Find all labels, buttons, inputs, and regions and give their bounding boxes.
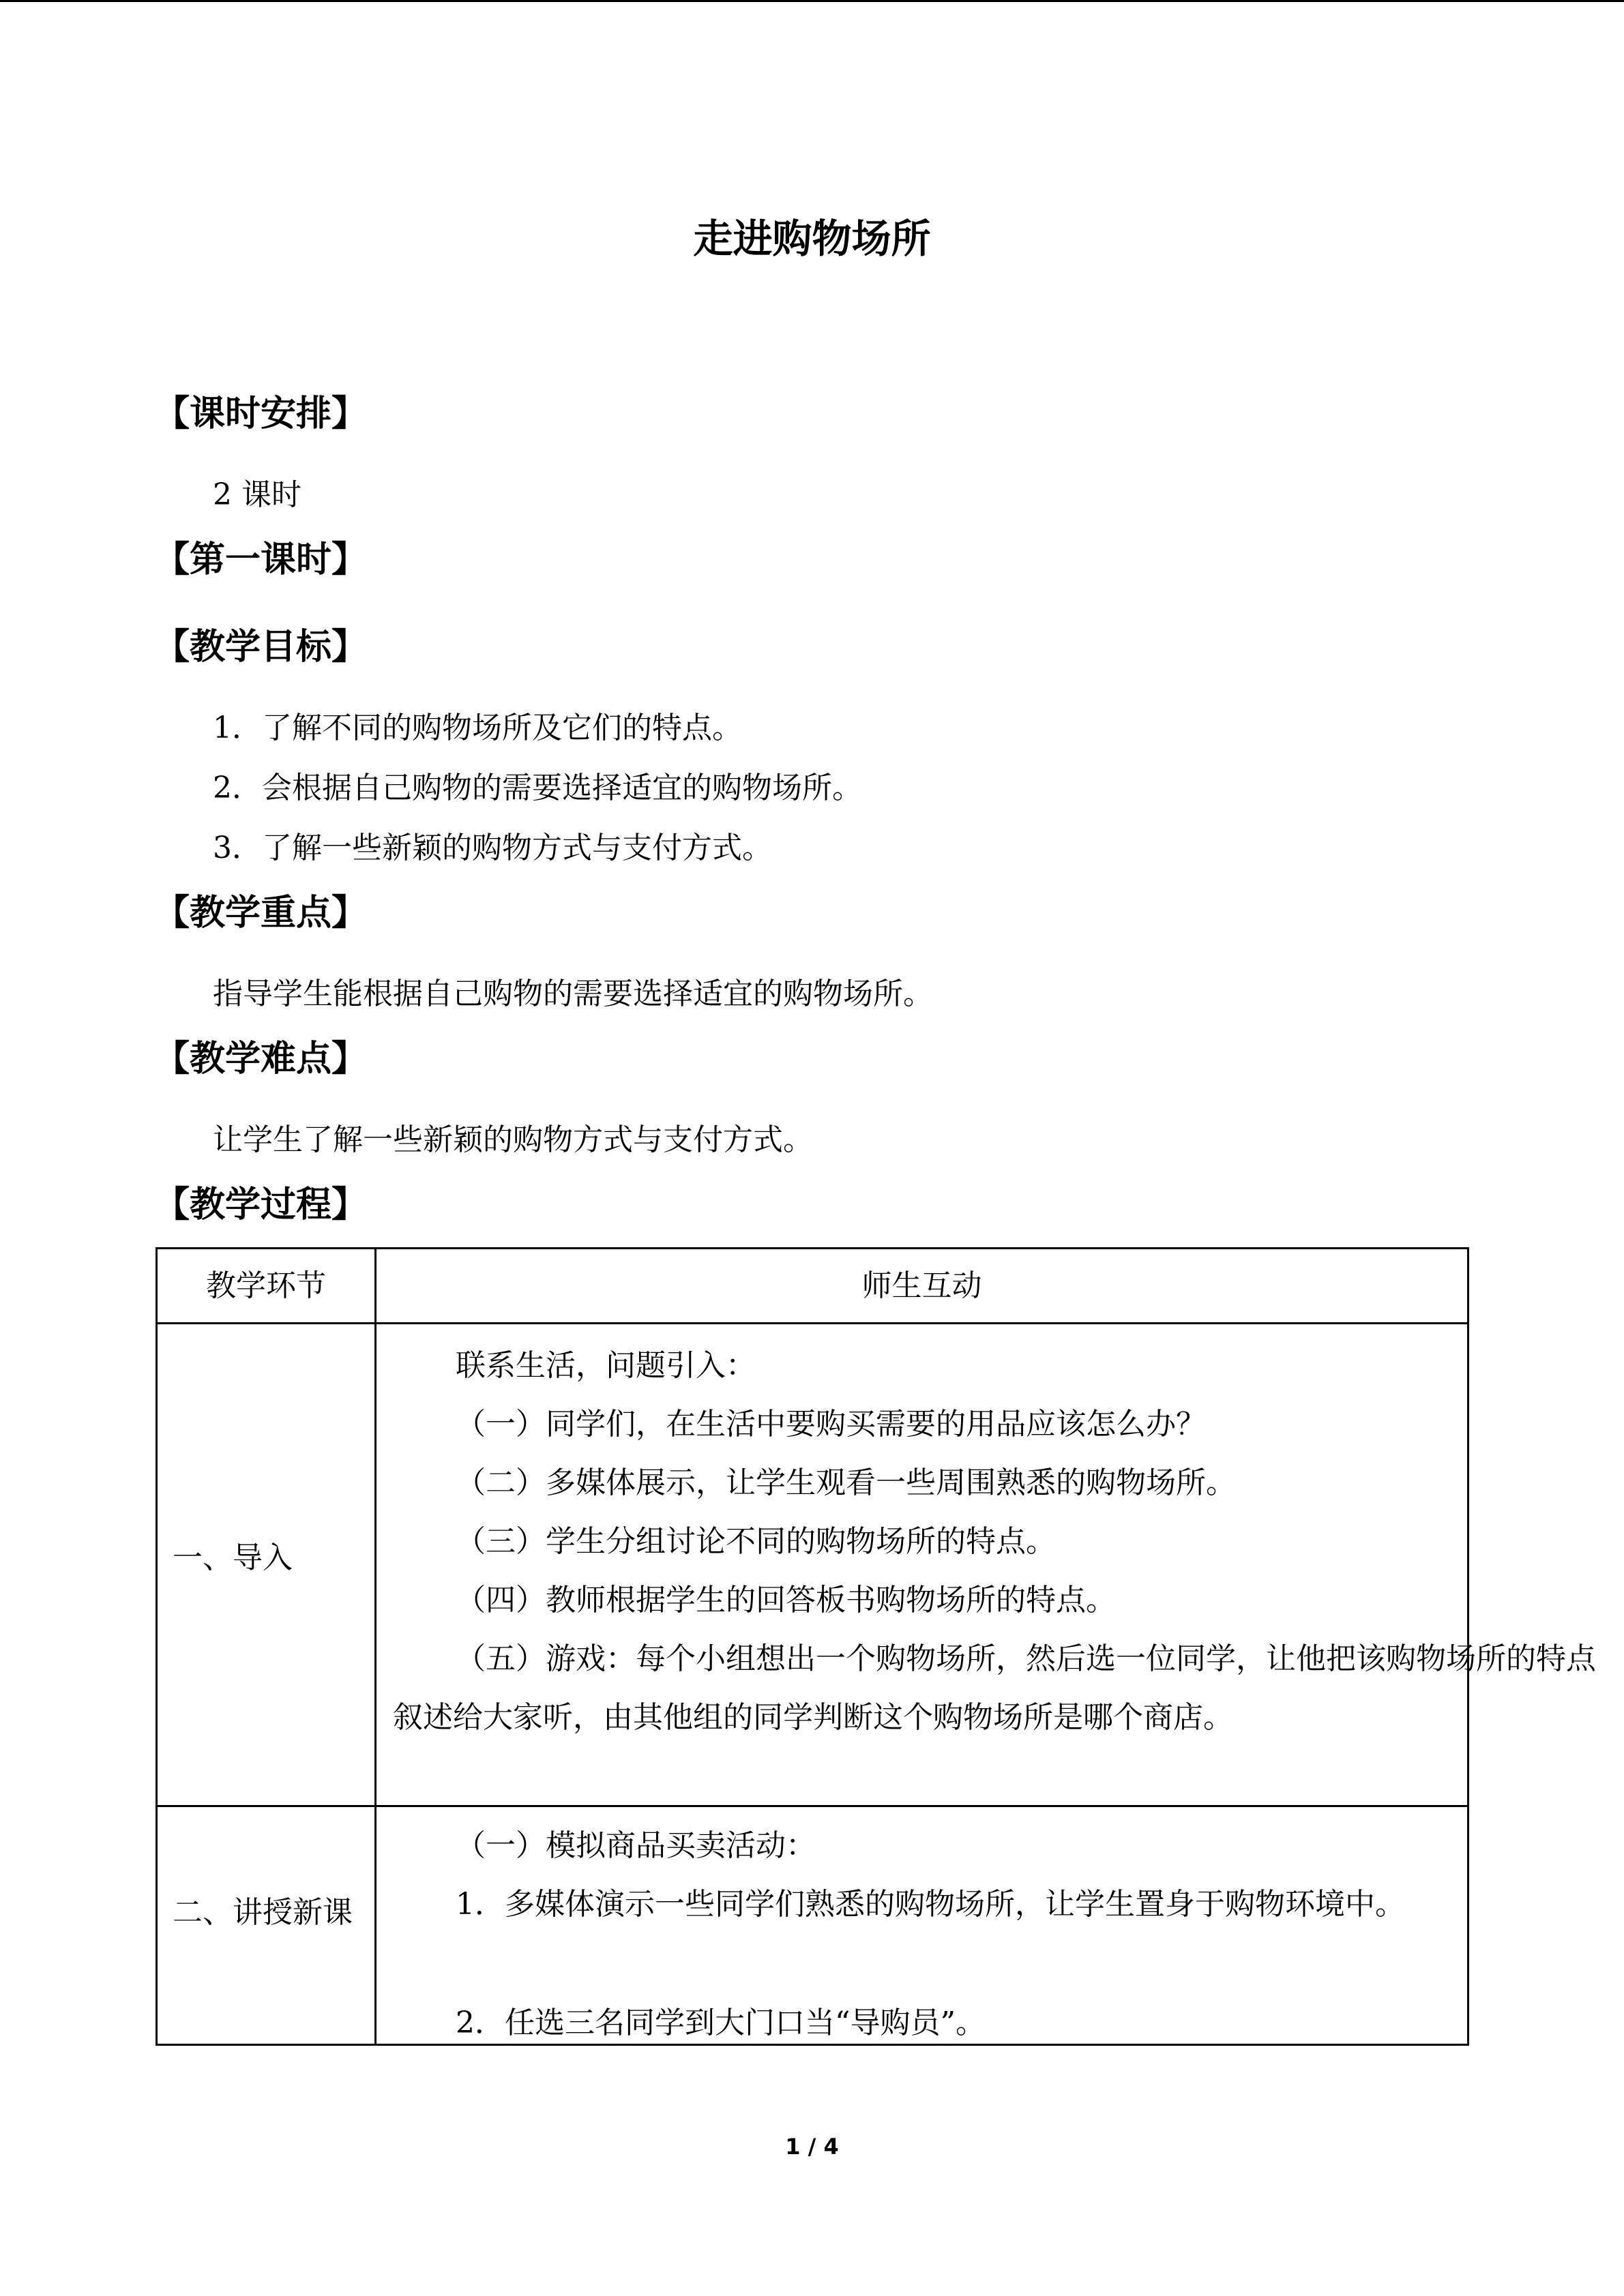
interaction-line: 联系生活，问题引入：	[456, 1348, 756, 1383]
table-column-divider	[374, 1249, 377, 2044]
goal-item-1: 1．了解不同的购物场所及它们的特点。	[213, 711, 742, 745]
stage-cell: 一、导入	[173, 1540, 293, 1575]
table-header-stage: 教学环节	[206, 1268, 326, 1303]
interaction-line: （四）教师根据学生的回答板书购物场所的特点。	[456, 1583, 1116, 1617]
interaction-line: （一）模拟商品买卖活动：	[456, 1828, 816, 1863]
goal-item-3: 3．了解一些新颖的购物方式与支付方式。	[213, 831, 772, 865]
page-title: 走进购物场所	[693, 215, 931, 262]
heading-key-points: 【教学重点】	[154, 893, 368, 934]
interaction-paragraph: （五）游戏：每个小组想出一个购物场所，然后选一位同学，让他把该购物场所的特点叙述给大家听，由其他组的同学判断这个购物场所是哪个商店。	[393, 1641, 1596, 1735]
heading-first-lesson: 【第一课时】	[154, 539, 368, 580]
interaction-paragraph: 1．多媒体演示一些同学们熟悉的购物场所，让学生置身于购物环境中。	[456, 1887, 1405, 1922]
heading-difficulties: 【教学难点】	[154, 1039, 368, 1079]
process-table	[156, 1247, 1596, 2046]
schedule-text: 2 课时	[213, 477, 301, 512]
interaction-line: （一）同学们，在生活中要购买需要的用品应该怎么办？	[456, 1407, 1206, 1442]
stage-cell: 二、讲授新课	[173, 1895, 353, 1930]
difficulties-text: 让学生了解一些新颖的购物方式与支付方式。	[213, 1122, 813, 1157]
interaction-line: 2．任选三名同学到大门口当“导购员”。	[456, 2006, 986, 2040]
table-header-divider	[158, 1322, 1467, 1324]
heading-schedule: 【课时安排】	[154, 393, 368, 434]
heading-goals: 【教学目标】	[154, 627, 368, 668]
interaction-line: （二）多媒体展示，让学生观看一些周围熟悉的购物场所。	[456, 1465, 1236, 1500]
page-number: 1 / 4	[785, 2134, 839, 2160]
table-row-divider	[158, 1805, 1467, 1807]
top-border	[0, 0, 1624, 2]
interaction-line: （三）学生分组讨论不同的购物场所的特点。	[456, 1524, 1056, 1559]
heading-process: 【教学过程】	[154, 1184, 368, 1225]
table-header-interaction: 师生互动	[861, 1268, 982, 1303]
key-points-text: 指导学生能根据自己购物的需要选择适宜的购物场所。	[213, 976, 933, 1011]
goal-item-2: 2．会根据自己购物的需要选择适宜的购物场所。	[213, 771, 862, 805]
